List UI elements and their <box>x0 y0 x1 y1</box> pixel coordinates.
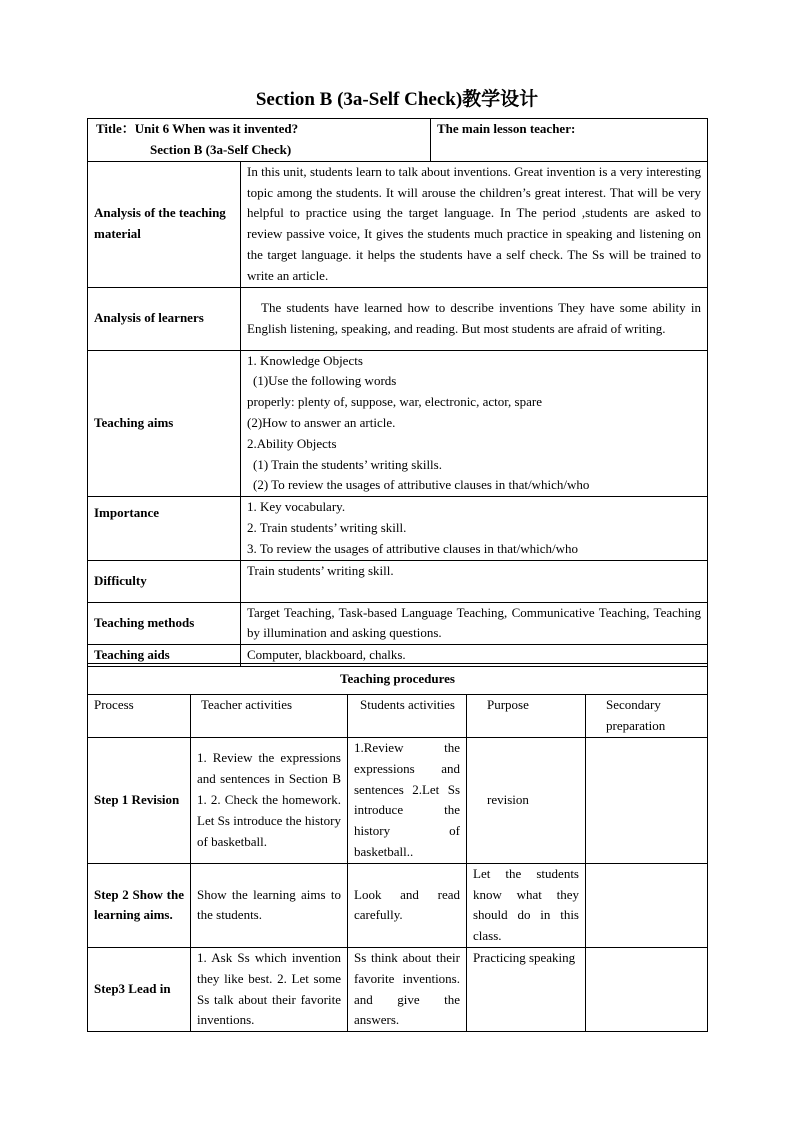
aims-line: 2.Ability Objects <box>247 435 337 451</box>
aims-line: 1. Knowledge Objects <box>247 352 363 368</box>
aids-label: Teaching aids <box>88 645 241 667</box>
step-secondary <box>586 863 708 947</box>
aims-text <box>241 350 708 497</box>
importance-label: Importance <box>88 497 241 560</box>
difficulty-text: Train students’ writing skill. <box>241 560 708 602</box>
step-teacher: Show the learning aims to the students. <box>191 863 348 947</box>
lesson-info-table <box>87 118 708 667</box>
importance-line: 3. To review the usages of attributive clauses in that/which/who <box>247 540 578 556</box>
difficulty-label: Difficulty <box>88 560 241 602</box>
column-header-students: Students activities <box>348 695 467 738</box>
table-row <box>88 863 708 947</box>
teacher-label: The main lesson teacher: <box>431 119 708 162</box>
column-header-purpose: Purpose <box>467 695 586 738</box>
column-header-process: Process <box>88 695 191 738</box>
table-row <box>88 738 708 864</box>
step-process: Step3 Lead in <box>88 947 191 1031</box>
step-purpose: revision <box>467 738 586 864</box>
column-header-teacher: Teacher activities <box>191 695 348 738</box>
step-secondary <box>586 947 708 1031</box>
step-teacher: 1. Ask Ss which invention they like best. 2. Let some Ss talk about their favorite inventions. <box>191 947 348 1031</box>
step-teacher: 1. Review the expressions and sentences in Section B 1. 2. Check the homework. Let Ss introduce the history of basketball. <box>191 738 348 864</box>
aims-line: (1) Train the students’ writing skills. <box>253 456 442 472</box>
step-secondary <box>586 738 708 864</box>
methods-text: Target Teaching, Task-based Language Teaching, Communicative Teaching, Teaching by illumination and asking questions. <box>241 602 708 645</box>
column-header-secondary: Secondary preparation <box>586 695 708 738</box>
step-process: Step 1 Revision <box>88 738 191 864</box>
aims-line: (1)Use the following words <box>253 373 397 389</box>
step-students: Ss think about their favorite inventions. and give the answers. <box>348 947 467 1031</box>
material-text: In this unit, students learn to talk about inventions. Great invention is a very interesting topic among the students. It will arouse the children’s great interest. That will be very helpful to practice using the target language. In The period ,students are asked to review passive voice, It gives the students much practice in speaking and listening on the target language. it helps the students have a self check. The Ss will be trained to write an article. <box>241 161 708 287</box>
importance-line: 1. Key vocabulary. <box>247 499 346 515</box>
step-purpose: Practicing speaking <box>467 947 586 1031</box>
procedures-heading: Teaching procedures <box>88 664 708 695</box>
step-process: Step 2 Show the learning aims. <box>88 863 191 947</box>
aids-text: Computer, blackboard, chalks. <box>241 645 708 667</box>
lesson-title: Title：Unit 6 When was it invented? <box>96 121 299 136</box>
step-students: 1.Review the expressions and sentences 2.Let Ss introduce the history of basketball.. <box>348 738 467 864</box>
importance-text <box>241 497 708 560</box>
table-row <box>88 947 708 1031</box>
lesson-section: Section B (3a-Self Check) <box>150 141 292 157</box>
aims-line: (2)How to answer an article. <box>247 414 396 430</box>
aims-line: properly: plenty of, suppose, war, electronic, actor, spare <box>247 394 542 410</box>
aims-label: Teaching aims <box>88 350 241 497</box>
procedures-table <box>87 663 708 1032</box>
step-students: Look and read carefully. <box>348 863 467 947</box>
learners-text: The students have learned how to describe inventions They have some ability in English listening, speaking, and reading. But most students are afraid of writing. <box>241 287 708 350</box>
learners-label: Analysis of learners <box>88 287 241 350</box>
lesson-title-cell <box>88 119 431 162</box>
importance-line: 2. Train students’ writing skill. <box>247 519 407 535</box>
aims-line: (2) To review the usages of attributive clauses in that/which/who <box>253 477 590 493</box>
methods-label: Teaching methods <box>88 602 241 645</box>
document-title: Section B (3a-Self Check)教学设计 <box>255 89 539 110</box>
material-label: Analysis of the teaching material <box>88 161 241 287</box>
step-purpose: Let the students know what they should do in this class. <box>467 863 586 947</box>
